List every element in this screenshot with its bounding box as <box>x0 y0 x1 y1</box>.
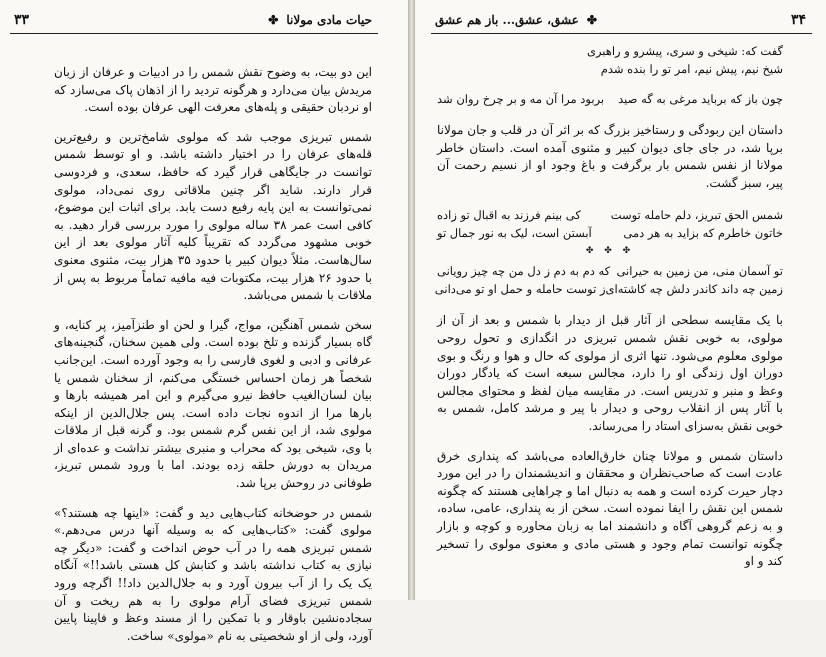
right-page-body <box>434 42 783 583</box>
right-header-title-group <box>435 13 597 27</box>
ornament-separator: ✤ ✤ ✤ <box>585 246 635 257</box>
intro-verse: شیخ نیم، پیش نیم، امر تو را بنده شدم <box>600 62 783 76</box>
poem-hemistich-right: زمین چه داند کاندر دلش چه کاشته‌ای <box>605 282 783 297</box>
flower-ornament-icon: ✤ <box>586 13 597 27</box>
poem-hemistich-right: شمس الحق تبریز، دلم حامله توست <box>610 208 783 223</box>
poem-verse <box>437 262 783 280</box>
couplet-right-hemistich: چون باز که برباید مرغی به گه صید <box>618 92 783 106</box>
intro-line: گفت که: شیخی و سری، پیشرو و راهبری <box>586 44 783 58</box>
poem-verse <box>434 280 783 298</box>
left-paragraph-1: این دو بیت، به وضوح نقش شمس را در ادبیات و عرفان از زبان مریدش بیان می‌دارد و هرگونه تردید را از اذهان پاک می‌سازد که او نردبان حقیقی و پله‌های معرفت الهی عرفان بوده است. <box>54 65 372 115</box>
left-page-number: ۳۳ <box>14 12 30 28</box>
poem <box>434 206 783 298</box>
poem-hemistich-left: کی بینم فرزند به اقبال تو زاده <box>437 208 581 223</box>
poem-hemistich-left: آبستن است، لیک به نور جمال تو <box>437 226 592 241</box>
right-page <box>414 0 826 600</box>
left-paragraph-4: شمس در حوضخانه کتاب‌هایی دید و گفت: «اینها چه هستند؟» مولوی گفت: «کتاب‌هایی که به وسیله آنها درس می‌دهم.» شمس تبریزی همه را در آب حوض انداخت و گفت: «دیگر چه نیازی به کتاب نداشته باشد و کتابش کل هستی باشد!!» آنگاه یک یک را از آب بیرون آورد و به جلال‌الدین داد!! اگرچه ورود شمس تبریزی فضای آرام مولوی را به هم ریخت و آن سجاده‌نشین باوقار و با تمکین را از مسند وعظ و فاپینا پایین آورد، ولی از او شخصیتی به نام «مولوی» ساخت. <box>54 505 372 643</box>
right-page-header <box>435 8 806 32</box>
left-paragraph-2: شمس تبریزی موجب شد که مولوی شامخ‌ترین و رفیع‌ترین قله‌های عرفان را در اختیار داشته باشد. و او توسط شمس توانست در جایگاهی قرار گیرد که حافظ، سعدی، و فردوسی قرار دارند. شاید اگر چنین ملاقاتی روی نمی‌داد، مولوی نمی‌توانست به این پایه رفیع دست یابد. برای اثبات این موضوع، کافی است عمر ۳۸ ساله مولوی را مورد بررسی قرار دهید. به خوبی مشهود می‌گردد که تقریباً کلیه آثار مولوی بعد از این سال‌هاست. مثلاً دیوان کبیر با حدود ۳۵ هزار بیت، مثنوی معنوی با حدود ۲۶ هزار بیت، مکتوبات فیه مافیه تماماً مربوط به پس از ملاقات با شمس می‌باشد. <box>54 129 372 303</box>
couplet <box>437 90 783 108</box>
poem-verse <box>437 206 783 224</box>
left-page <box>0 0 409 643</box>
right-header-title: عشق، عشق... باز هم عشق <box>435 13 579 27</box>
poem-verse <box>437 224 783 242</box>
right-paragraph-3: داستان شمس و مولانا چنان خارق‌العاده می‌باشد که پنداری خرق عادت است که صاحب‌نظران و محققان و اندیشمندان را در این مورد دچار حیرت کرده است و همه به دنبال اما و چراهایی هستند که چگونه شمس این نقش را ایفا نموده است. سخن از به پنداری، عامی، ساده، و به زعم گروهی آگاه و دانشمند اما به زبان محاوره و کوچه و بازار چگونه توانست تمام وجود و هستی مادی و معنوی مولوی را تسخیر کند و او <box>437 448 783 569</box>
left-header-rule <box>10 33 378 34</box>
poem-hemistich-right: خاتون خاطرم که بزاید به هر دمی <box>623 226 783 241</box>
couplet-left-hemistich: بربود مرا آن مه و بر چرخ روان شد <box>437 92 605 106</box>
left-page-body <box>54 64 372 657</box>
right-paragraph-2: با یک مقایسه سطحی از آثار قبل از دیدار با شمس و بعد از آن از مولوی، به خوبی نقش شمس تبریزی در انگدازی و تحول روحی مولوی معلوم می‌شود. تنها اثری از مولوی که حال و هوا و رنگ و بوی دوران اول زندگی او را دارد، مجالس سبعه است که یادگار دوران وعظ و منبر و تدریس است. در مقایسه میان لفظ و محتوای مجالس با آثار پس از انقلاب روحی و دیدار با پیر و مرشد کامل، شمس به خوبی نقش به‌سزای استاد را می‌رساند. <box>437 313 783 433</box>
poem-hemistich-left: ز توست حامله و حمل او تو می‌دانی <box>434 282 606 297</box>
left-page-header <box>14 8 372 32</box>
left-header-title: حیات مادی مولانا <box>286 13 372 27</box>
poem-hemistich-right: تو آسمان منی، من زمین به حیرانی <box>616 264 783 279</box>
right-header-rule <box>431 33 812 34</box>
left-header-title-group <box>268 13 372 27</box>
flower-ornament-icon: ✤ <box>268 13 279 27</box>
left-paragraph-3: سخن شمس آهنگین، مواج، گیرا و لحن او طنزآمیز، پر کنایه، و گاه بسیار گزنده و تلخ بوده است. ولی همین سخنان، گنجینه‌های عرفانی و ادبی و لغوی فارسی را به وجود آورده است. این‌جانب شخصاً هر زمان احساس خستگی می‌کنم، از سخنان شمس یا بیان لسان‌الغیب حافظ نیرو می‌گیرم و این امر همیشه بارها و بارها مرا از اندوه نجات داده است. پس جلال‌الدین از اینکه مولوی شد، از این نفس گرم شمس بود. و گرنه قبل از ملاقات با وی، شیخی بود که محراب و منبری بیشتر نداشت و عده‌ای از مریدان به دورش حلقه زده بودند. اما با ورود شمس تبریز، طوفانی در روحش برپا شد. <box>54 317 372 491</box>
right-paragraph-1: داستان این ربودگی و رستاخیز بزرگ که بر اثر آن در قلب و جان مولانا برپا شد، در جای جای دیوان کبیر و مثنوی آمده است. داستان خاطر مولانا از نفس شمس بار برگرفت و باغ وجود او از نسیم رحمت آن پیر، سبز گشت. <box>437 123 783 190</box>
poem-hemistich-left: که دم به دم ز دل من چه چیز رویانی <box>437 264 611 279</box>
right-page-number: ۳۴ <box>790 12 806 28</box>
